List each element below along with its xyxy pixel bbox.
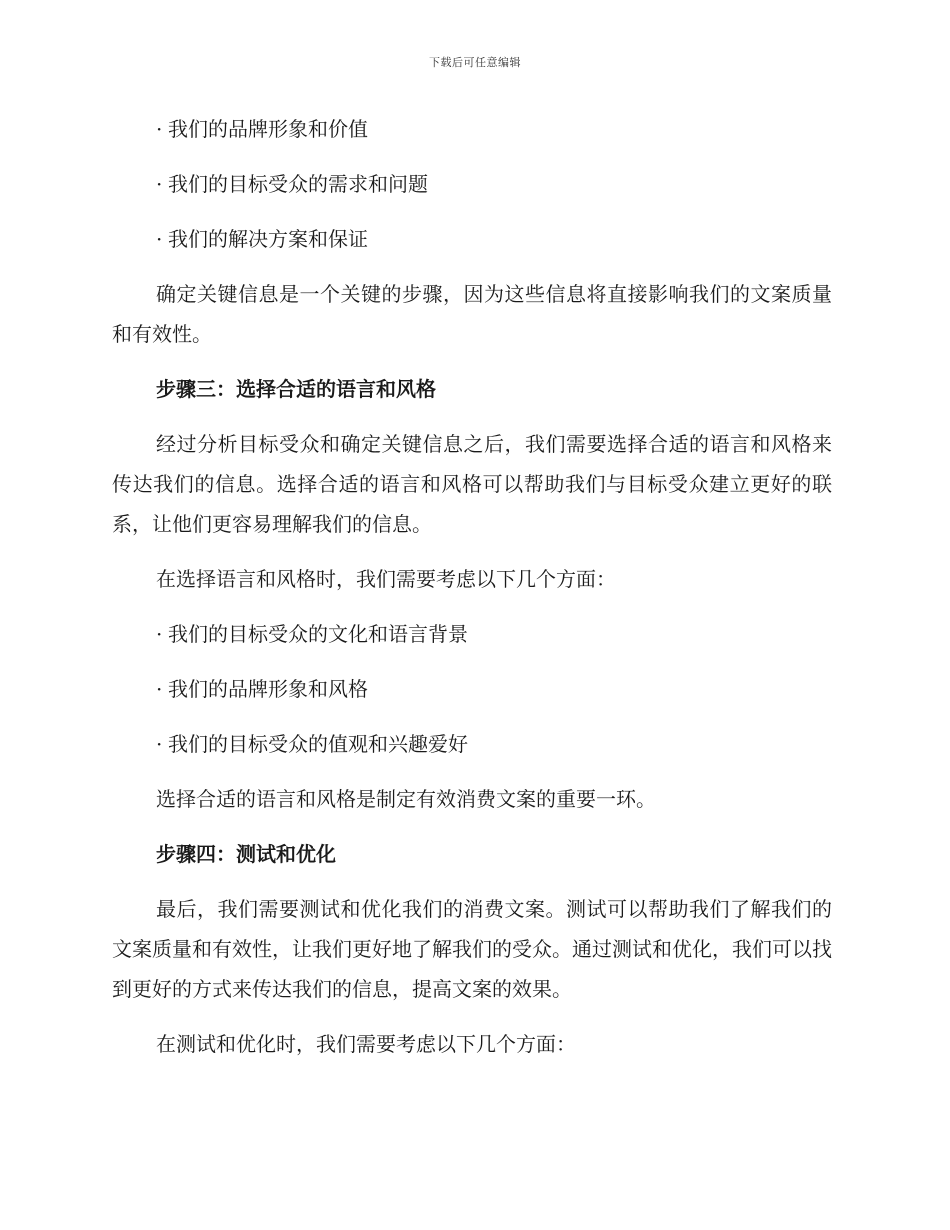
bullet-dot: · (156, 227, 163, 251)
bullet-item (112, 724, 832, 764)
paragraph: 在选择语言和风格时，我们需要考虑以下几个方面： (156, 567, 616, 591)
bullet-item (112, 109, 832, 149)
paragraph: 最后，我们需要测试和优化我们的消费文案。测试可以帮助我们了解我们的文案质量和有效性，让我们更好地了解我们的受众。通过测试和优化，我们可以找到更好的方式来传达我们的信息，提高文案的效果。 (112, 897, 832, 1001)
bullet-item (112, 614, 832, 654)
bullet-text: 我们的品牌形象和价值 (168, 117, 368, 141)
paragraph: 在测试和优化时，我们需要考虑以下几个方面： (156, 1032, 576, 1056)
bullet-text: 我们的目标受众的文化和语言背景 (168, 622, 468, 646)
section-heading-step-three: 步骤三：选择合适的语言和风格 (156, 377, 436, 401)
bullet-dot: · (156, 172, 163, 196)
paragraph: 确定关键信息是一个关键的步骤，因为这些信息将直接影响我们的文案质量和有效性。 (112, 282, 832, 346)
bullet-text: 我们的目标受众的值观和兴趣爱好 (168, 732, 468, 756)
bullet-dot: · (156, 677, 163, 701)
paragraph: 经过分析目标受众和确定关键信息之后，我们需要选择合适的语言和风格来传达我们的信息。选择合适的语言和风格可以帮助我们与目标受众建立更好的联系，让他们更容易理解我们的信息。 (112, 432, 832, 536)
bullet-dot: · (156, 622, 163, 646)
paragraph: 选择合适的语言和风格是制定有效消费文案的重要一环。 (156, 787, 656, 811)
page-header: 下载后可任意编辑 (429, 56, 521, 69)
bullet-text: 我们的品牌形象和风格 (168, 677, 368, 701)
bullet-dot: · (156, 732, 163, 756)
bullet-item (112, 164, 832, 204)
bullet-item (112, 669, 832, 709)
bullet-dot: · (156, 117, 163, 141)
bullet-text: 我们的目标受众的需求和问题 (168, 172, 428, 196)
bullet-text: 我们的解决方案和保证 (168, 227, 368, 251)
section-heading-step-four: 步骤四：测试和优化 (156, 842, 336, 866)
bullet-item (112, 219, 832, 259)
document-body (112, 109, 832, 1079)
